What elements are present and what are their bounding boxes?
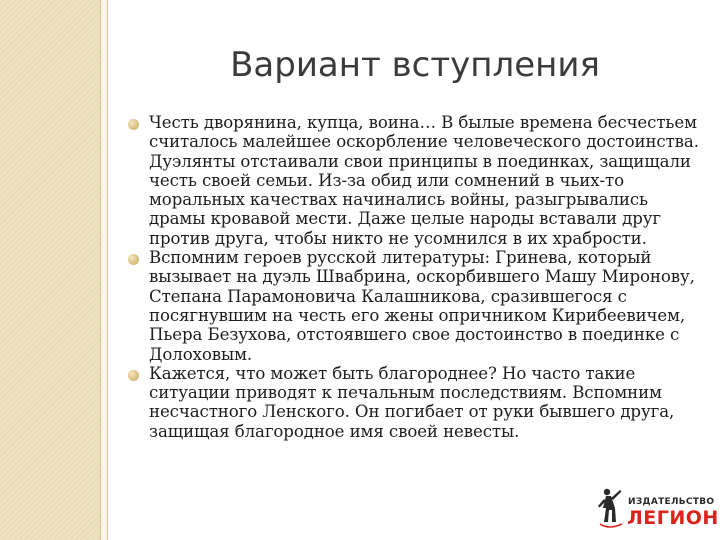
logo-brand-text: ЛЕГИОН <box>627 507 719 529</box>
bullet-dot-icon <box>128 119 139 130</box>
bullet-dot-icon <box>128 254 139 265</box>
bullet-item-3 <box>128 364 700 441</box>
bullet-list <box>128 113 700 441</box>
logo-small-text: ИЗДАТЕЛЬСТВО <box>628 497 715 507</box>
bullet-item-1 <box>128 113 700 248</box>
bullet-text: Честь дворянина, купца, воина… В былые времена бесчестьем считалось малейшее оскорбление человеческого достоинства. Дуэлянты отстаивали свои принципы в поединках, защищали честь своей семьи. Из-за обид или сомнений в чьих-то моральных качествах начинались войны, разыгрывались драмы кровавой мести. Даже целые народы вставали друг против друга, чтобы никто не усомнился в их храбрости. <box>149 113 699 248</box>
slide-title: Вариант вступления <box>230 45 600 85</box>
bullet-item-2 <box>128 248 700 364</box>
publisher-logo <box>594 484 719 534</box>
decorative-side-panel <box>0 0 100 540</box>
bullet-text: Кажется, что может быть благороднее? Но часто такие ситуации приводят к печальным последствиям. Вспомним несчастного Ленского. Он погибает от руки бывшего друга, защищая благородное имя своей невесты. <box>149 363 675 441</box>
bullet-dot-icon <box>128 370 139 381</box>
legion-figure-icon <box>594 484 628 534</box>
bullet-text: Вспомним героев русской литературы: Гринева, который вызывает на дуэль Швабрина, оскорбившего Машу Миронову, Степана Парамоновича Калашникова, сразившегося с посягнувшим на честь его жены опричником Кирибеевичем, Пьера Безухова, отстоявшего свое достоинство в поединке с Долоховым. <box>149 248 695 364</box>
decorative-side-stripe <box>100 0 108 540</box>
